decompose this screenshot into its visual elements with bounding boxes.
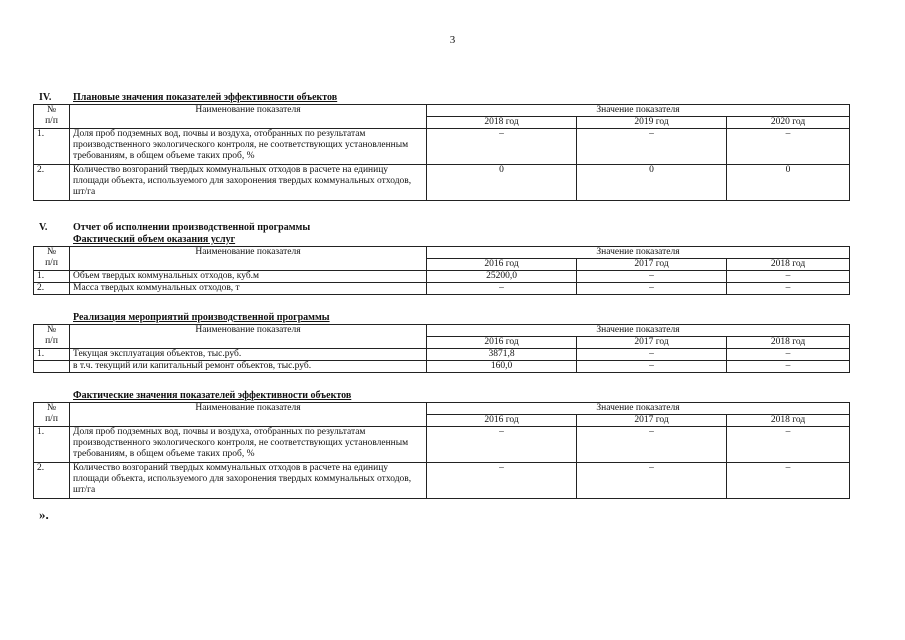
row-value: – <box>577 427 727 463</box>
year-header: 2020 год <box>727 117 850 129</box>
closing-quote-mark: ». <box>39 507 49 522</box>
row-number: 2. <box>34 165 70 201</box>
measures-table <box>33 324 850 373</box>
section-v-subtitle: Фактический объем оказания услуг <box>73 234 236 245</box>
row-number <box>34 361 70 373</box>
section-v-title: Отчет об исполнении производственной программы <box>73 222 311 233</box>
table-header-row <box>34 403 850 415</box>
table-row <box>34 349 850 361</box>
col-name-header: Наименование показателя <box>70 105 427 129</box>
row-value: – <box>577 129 727 165</box>
row-value: – <box>727 129 850 165</box>
table-row <box>34 129 850 165</box>
row-value: – <box>727 463 850 499</box>
row-name: Текущая эксплуатация объектов, тыс.руб. <box>70 349 427 361</box>
row-name: Доля проб подземных вод, почвы и воздуха, отобранных по результатам производственного экологического контроля, не соответствующих установленным требованиям, в общем объеме таких проб, % <box>70 427 427 463</box>
col-value-header: Значение показателя <box>427 105 850 117</box>
year-header: 2018 год <box>727 415 850 427</box>
year-header: 2018 год <box>727 337 850 349</box>
col-num-header: № п/п <box>34 403 70 427</box>
row-number: 1. <box>34 271 70 283</box>
table-header-row <box>34 247 850 259</box>
row-number: 1. <box>34 129 70 165</box>
row-name: в т.ч. текущий или капитальный ремонт объектов, тыс.руб. <box>70 361 427 373</box>
row-value: 0 <box>727 165 850 201</box>
col-value-header: Значение показателя <box>427 325 850 337</box>
section-iv-title: Плановые значения показателей эффективности объектов <box>73 92 338 103</box>
table-row <box>34 271 850 283</box>
year-header: 2017 год <box>577 259 727 271</box>
row-value: – <box>727 283 850 295</box>
col-num-header: № п/п <box>34 105 70 129</box>
col-name-header: Наименование показателя <box>70 325 427 349</box>
row-number: 1. <box>34 427 70 463</box>
row-value: – <box>727 271 850 283</box>
year-header: 2019 год <box>577 117 727 129</box>
year-header: 2016 год <box>427 337 577 349</box>
section-iv-roman: IV. <box>39 92 52 103</box>
section-v-heading <box>39 222 310 233</box>
row-value: – <box>577 271 727 283</box>
col-num-header: № п/п <box>34 247 70 271</box>
measures-heading: Реализация мероприятий производственной программы <box>73 312 330 323</box>
row-value: – <box>427 129 577 165</box>
table-header-row <box>34 325 850 337</box>
row-value: – <box>577 283 727 295</box>
row-number: 2. <box>34 463 70 499</box>
year-header: 2016 год <box>427 259 577 271</box>
col-num-header: № п/п <box>34 325 70 349</box>
table-row <box>34 463 850 499</box>
section-v-roman: V. <box>39 222 48 233</box>
actual-efficiency-table <box>33 402 850 499</box>
row-value: 3871,8 <box>427 349 577 361</box>
row-name: Масса твердых коммунальных отходов, т <box>70 283 427 295</box>
row-value: 0 <box>427 165 577 201</box>
year-header: 2018 год <box>427 117 577 129</box>
col-name-header: Наименование показателя <box>70 247 427 271</box>
section-iv-heading <box>39 92 337 103</box>
planned-efficiency-table <box>33 104 850 201</box>
row-value: – <box>577 463 727 499</box>
row-value: – <box>427 427 577 463</box>
actual-efficiency-heading: Фактические значения показателей эффективности объектов <box>73 390 352 401</box>
row-value: – <box>577 361 727 373</box>
table-row <box>34 165 850 201</box>
row-name: Количество возгораний твердых коммунальных отходов в расчете на единицу площади объекта, используемого для захоронения твердых коммунальных отходов, шт/га <box>70 165 427 201</box>
row-number: 1. <box>34 349 70 361</box>
row-value: – <box>727 427 850 463</box>
actual-services-table <box>33 246 850 295</box>
page-number: 3 <box>449 34 456 46</box>
row-number: 2. <box>34 283 70 295</box>
row-value: – <box>577 349 727 361</box>
row-value: 25200,0 <box>427 271 577 283</box>
table-header-row <box>34 105 850 117</box>
col-value-header: Значение показателя <box>427 247 850 259</box>
row-value: – <box>727 349 850 361</box>
year-header: 2018 год <box>727 259 850 271</box>
col-name-header: Наименование показателя <box>70 403 427 427</box>
table-row <box>34 283 850 295</box>
year-header: 2017 год <box>577 337 727 349</box>
col-value-header: Значение показателя <box>427 403 850 415</box>
row-value: – <box>427 283 577 295</box>
table-row <box>34 427 850 463</box>
row-name: Объем твердых коммунальных отходов, куб.м <box>70 271 427 283</box>
row-value: – <box>727 361 850 373</box>
row-value: – <box>427 463 577 499</box>
row-name: Количество возгораний твердых коммунальных отходов в расчете на единицу площади объекта, используемого для захоронения твердых коммунальных отходов, шт/га <box>70 463 427 499</box>
year-header: 2017 год <box>577 415 727 427</box>
table-row <box>34 361 850 373</box>
row-name: Доля проб подземных вод, почвы и воздуха, отобранных по результатам производственного экологического контроля, не соответствующих установленным требованиям, в общем объеме таких проб, % <box>70 129 427 165</box>
row-value: 0 <box>577 165 727 201</box>
year-header: 2016 год <box>427 415 577 427</box>
row-value: 160,0 <box>427 361 577 373</box>
